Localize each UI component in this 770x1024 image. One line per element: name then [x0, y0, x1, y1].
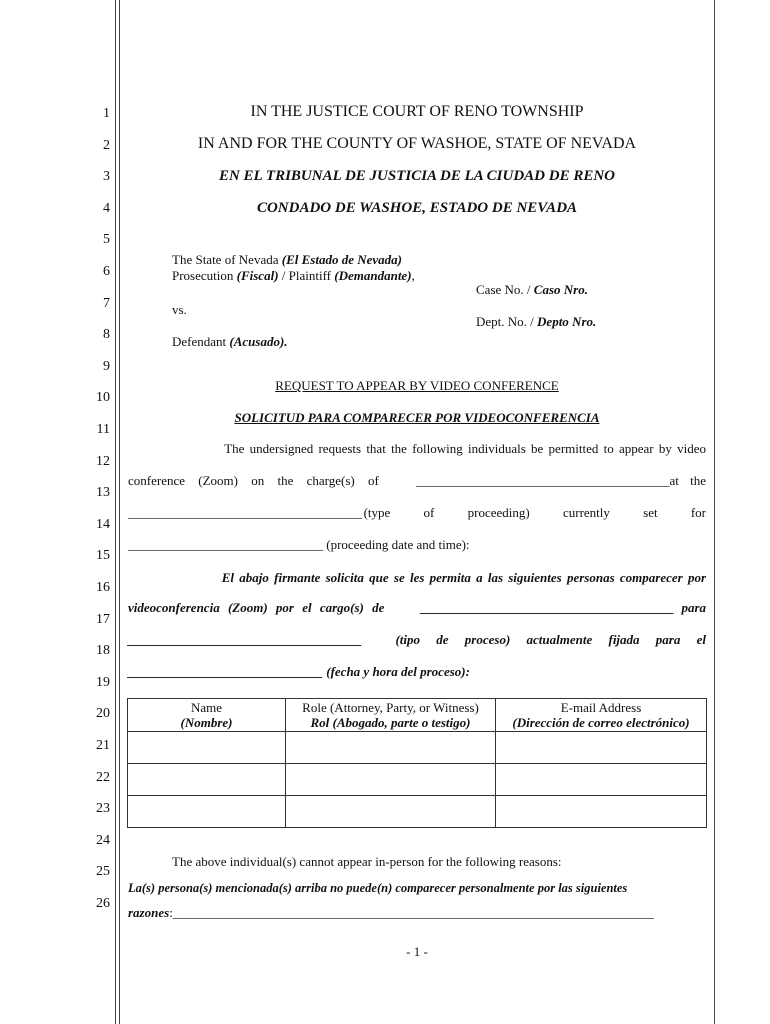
dept-number-label: Dept. No. / — [476, 314, 538, 329]
court-header-line-4: CONDADO DE WASHOE, ESTADO DE NEVADA — [256, 200, 578, 216]
caption-state-label: The State of Nevada — [172, 252, 282, 267]
name-cell[interactable] — [128, 796, 286, 828]
column-header-email-es: (Dirección de correo electrónico) — [512, 715, 690, 730]
reasons-es-line-1: La(s) persona(s) mencionada(s) arriba no puede(n) comparecer personalmente por las siguientes — [128, 881, 628, 895]
line-number: 4 — [103, 201, 110, 216]
left-margin-rule-1 — [115, 0, 116, 1024]
line-number: 19 — [96, 675, 110, 690]
body-es-line-2-text: videoconferencia (Zoom) por el cargo(s) de — [128, 600, 385, 615]
column-header-role-en: Role (Attorney, Party, or Witness) — [302, 700, 479, 715]
court-header-line-1: IN THE JUSTICE COURT OF RENO TOWNSHIP — [250, 103, 584, 120]
tipo-proceso-blank[interactable]: ____________________________________ — [128, 632, 362, 647]
caption-prosecution — [172, 268, 415, 284]
cargo-blank[interactable]: _______________________________________ para — [420, 600, 706, 615]
razones-label: razones — [128, 905, 170, 920]
name-cell[interactable] — [128, 732, 286, 764]
body-en-line-1 — [128, 441, 706, 457]
line-number: 23 — [96, 801, 110, 816]
body-es-line-3 — [128, 632, 706, 648]
charge-blank[interactable]: _______________________________________at the — [415, 473, 706, 488]
reasons-blank[interactable]: :__________________________________________________________________________ — [169, 905, 654, 920]
caption-comma: , — [411, 268, 415, 283]
line-number: 2 — [103, 138, 110, 153]
body-en-line-4[interactable]: ______________________________ (proceeding date and time): — [128, 537, 470, 552]
name-cell[interactable] — [128, 764, 286, 796]
line-number: 10 — [96, 390, 110, 405]
body-es-line-3-text: (tipo de proceso) actualmente fijada para el — [395, 632, 706, 647]
body-en-line-1-text: The undersigned requests that the following individuals be permitted to appear by video — [224, 441, 706, 456]
email-cell[interactable] — [496, 732, 707, 764]
caption-state-es: (El Estado de Nevada) — [281, 252, 402, 267]
case-number-label: Case No. / — [476, 282, 534, 297]
line-number: 16 — [96, 580, 110, 595]
line-number: 22 — [96, 770, 110, 785]
request-title: REQUEST TO APPEAR BY VIDEO CONFERENCE — [275, 378, 559, 393]
request-title-es: SOLICITUD PARA COMPARECER POR VIDEOCONFERENCIA — [234, 410, 600, 425]
line-number: 13 — [96, 485, 110, 500]
body-en-line-3-text: (type of proceeding) currently set for — [363, 505, 706, 520]
line-number: 12 — [96, 454, 110, 469]
right-margin-rule — [714, 0, 715, 1024]
court-header-line-2: IN AND FOR THE COUNTY OF WASHOE, STATE OF NEVADA — [197, 135, 637, 152]
body-en-line-3 — [128, 505, 706, 521]
caption-fiscal: (Fiscal) — [236, 268, 279, 283]
line-number: 14 — [96, 517, 110, 532]
dept-number — [476, 314, 596, 330]
role-cell[interactable] — [286, 764, 496, 796]
line-number: 17 — [96, 612, 110, 627]
email-cell[interactable] — [496, 796, 707, 828]
line-number: 18 — [96, 643, 110, 658]
left-margin-rule-2 — [119, 0, 120, 1024]
body-en-line-2-text: conference (Zoom) on the charge(s) of — [128, 473, 379, 488]
role-cell[interactable] — [286, 732, 496, 764]
participants-table — [127, 698, 707, 828]
caption-prosecution-label: Prosecution — [172, 268, 237, 283]
email-cell[interactable] — [496, 764, 707, 796]
body-es-line-1-text: El abajo firmante solicita que se les permita a las siguientes personas comparecer por — [221, 570, 706, 585]
line-number: 6 — [103, 264, 110, 279]
column-header-name-es: (Nombre) — [180, 715, 233, 730]
column-header-role — [286, 699, 496, 732]
line-number: 3 — [103, 169, 110, 184]
table-row — [128, 796, 707, 828]
court-header-line-3: EN EL TRIBUNAL DE JUSTICIA DE LA CIUDAD DE RENO — [218, 168, 616, 184]
line-number: 25 — [96, 864, 110, 879]
caption-acusado: (Acusado). — [229, 334, 288, 349]
line-number: 21 — [96, 738, 110, 753]
line-number: 8 — [103, 327, 110, 342]
caption-state — [172, 252, 402, 268]
body-es-line-2 — [128, 600, 706, 616]
reasons-en: The above individual(s) cannot appear in-person for the following reasons: — [172, 854, 562, 869]
caso-nro-label: Caso Nro. — [533, 282, 588, 297]
depto-nro-label: Depto Nro. — [537, 314, 597, 329]
case-number — [476, 282, 588, 298]
line-number: 11 — [96, 422, 110, 437]
line-number: 26 — [96, 896, 110, 911]
table-row — [128, 732, 707, 764]
line-number: 20 — [96, 706, 110, 721]
line-number: 7 — [103, 296, 110, 311]
line-number: 5 — [103, 232, 110, 247]
caption-defendant-label: Defendant — [172, 334, 230, 349]
body-es-line-4[interactable]: ______________________________ (fecha y hora del proceso): — [128, 664, 470, 679]
column-header-name — [128, 699, 286, 732]
line-number: 1 — [103, 106, 110, 121]
column-header-email-en: E-mail Address — [560, 700, 642, 715]
column-header-role-es: Rol (Abogado, parte o testigo) — [310, 715, 471, 730]
reasons-es-line-2[interactable] — [128, 905, 654, 921]
caption-plaintiff-label: / Plaintiff — [278, 268, 335, 283]
caption-demandante: (Demandante) — [334, 268, 412, 283]
page-number: - 1 - — [406, 944, 428, 959]
table-row — [128, 764, 707, 796]
role-cell[interactable] — [286, 796, 496, 828]
proceeding-type-blank[interactable]: ____________________________________ — [128, 505, 362, 520]
caption-defendant — [172, 334, 288, 350]
line-number: 24 — [96, 833, 110, 848]
column-header-name-en: Name — [190, 700, 223, 715]
table-header-row — [128, 699, 707, 732]
body-en-line-2 — [128, 473, 706, 489]
column-header-email — [496, 699, 707, 732]
caption-vs: vs. — [172, 302, 187, 317]
body-es-line-1 — [128, 570, 706, 586]
line-number: 9 — [103, 359, 110, 374]
line-number: 15 — [96, 548, 110, 563]
